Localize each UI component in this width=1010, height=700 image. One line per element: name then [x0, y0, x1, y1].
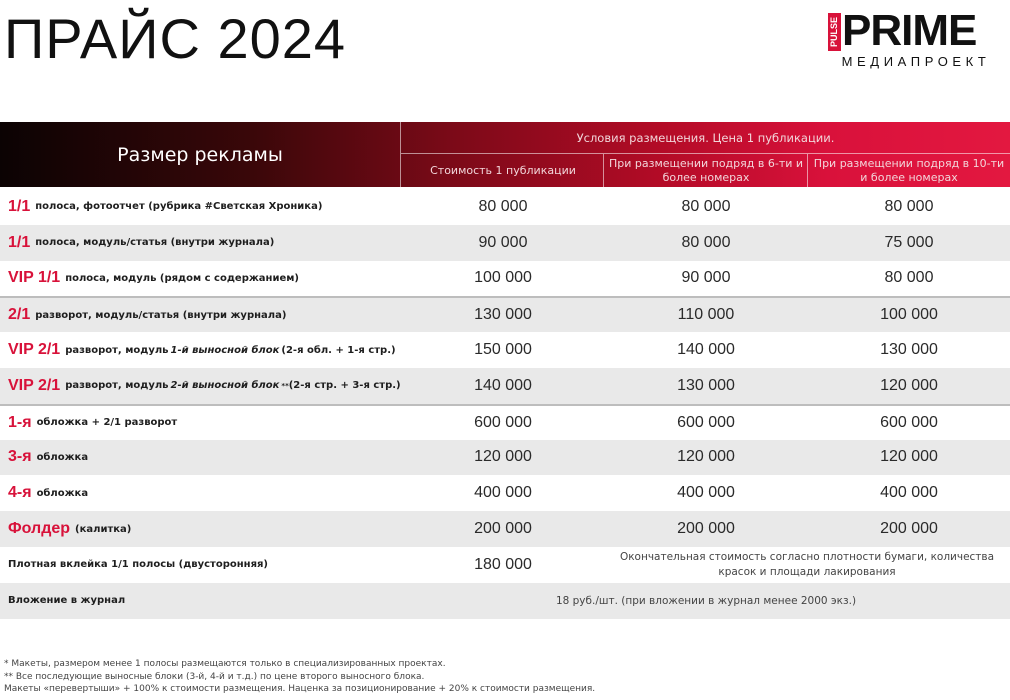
row-label — [8, 298, 286, 332]
row-size: 1/1 — [8, 233, 31, 251]
header-size-label: Размер рекламы — [117, 143, 283, 166]
row-size: 2/1 — [8, 306, 31, 324]
table-row — [0, 261, 1010, 297]
price-6: 80 000 — [681, 233, 731, 251]
table-row — [0, 547, 1010, 583]
table-row — [0, 332, 1010, 368]
table-row — [0, 583, 1010, 619]
price-single: 80 000 — [478, 197, 528, 215]
price-6: 140 000 — [677, 341, 735, 359]
row-description-emphasis: 2-й выносной блок — [170, 380, 280, 392]
row-label — [8, 189, 322, 225]
header-col-single: Стоимость 1 публикации — [430, 163, 576, 177]
row-size: Фолдер — [8, 520, 71, 538]
row-description-emphasis: 1-й выносной блок — [170, 344, 280, 356]
price-single: 140 000 — [474, 376, 532, 394]
row-description: полоса, модуль/статья (внутри журнала) — [35, 237, 275, 249]
row-description: Плотная вклейка 1/1 полосы (двусторонняя) — [8, 559, 268, 571]
price-table-body — [0, 189, 1010, 619]
row-size: VIP 2/1 — [8, 376, 61, 394]
price-6: 200 000 — [677, 520, 735, 538]
footnote-mark: ** — [281, 381, 289, 390]
price-10: 80 000 — [884, 269, 934, 287]
price-single: 100 000 — [474, 269, 532, 287]
header-conditions: Условия размещения. Цена 1 публикации. — [576, 130, 835, 145]
row-description: разворот, модуль — [65, 380, 169, 392]
price-note: Окончательная стоимость согласно плотности бумаги, количества красок и площади лакирования — [619, 550, 995, 578]
price-10: 100 000 — [880, 306, 938, 324]
price-6: 120 000 — [677, 448, 735, 466]
logo-media-text: МЕДИАПРОЕКТ — [841, 54, 991, 69]
row-label — [8, 225, 274, 261]
header-col-10: При размещении подряд в 10-ти и более номерах — [813, 156, 1005, 184]
row-description: обложка — [36, 487, 89, 499]
price-single: 90 000 — [478, 233, 528, 251]
table-row — [0, 404, 1010, 440]
logo-pulse-tag: PULSE — [828, 13, 841, 51]
row-size: 1/1 — [8, 197, 31, 215]
price-10: 400 000 — [880, 484, 938, 502]
logo-prime-text: PRIME — [842, 6, 977, 55]
row-size: 3-я — [8, 448, 32, 466]
row-description: (калитка) — [75, 523, 132, 535]
price-6: 130 000 — [677, 376, 735, 394]
price-10: 600 000 — [880, 413, 938, 431]
table-row — [0, 225, 1010, 261]
page-title: ПРАЙС 2024 — [4, 7, 347, 70]
row-label — [8, 261, 299, 297]
header-divider — [807, 154, 808, 187]
price-single: 180 000 — [474, 555, 532, 573]
price-10: 120 000 — [880, 448, 938, 466]
row-label — [8, 332, 396, 368]
footnote: ** Все последующие выносные блоки (3-й, 4-й и т.д.) по цене второго выносного блока. — [4, 671, 425, 682]
row-description-detail: (2-я стр. + 3-я стр.) — [288, 380, 401, 392]
price-6: 600 000 — [677, 413, 735, 431]
price-single: 600 000 — [474, 413, 532, 431]
price-10: 75 000 — [884, 233, 934, 251]
row-size: VIP 2/1 — [8, 341, 61, 359]
table-row — [0, 511, 1010, 547]
price-6: 400 000 — [677, 484, 735, 502]
row-label — [8, 440, 88, 476]
table-row — [0, 440, 1010, 476]
price-single: 200 000 — [474, 520, 532, 538]
footnotes — [4, 658, 595, 696]
price-10: 80 000 — [884, 197, 934, 215]
price-10: 200 000 — [880, 520, 938, 538]
row-description: полоса, фотоотчет (рубрика #Светская Хроника) — [35, 201, 323, 213]
row-label — [8, 475, 88, 511]
price-table-header — [0, 122, 1010, 187]
row-description-detail: (2-я обл. + 1-я стр.) — [281, 344, 396, 356]
row-description: разворот, модуль/статья (внутри журнала) — [35, 309, 287, 321]
row-label — [8, 547, 268, 583]
footnote: Макеты «перевертыши» + 100% к стоимости размещения. Наценка за позиционирование + 20% к стоимости размещения. — [4, 684, 596, 694]
row-label — [8, 406, 177, 440]
row-label — [8, 583, 125, 619]
row-description: Вложение в журнал — [8, 595, 126, 607]
price-single: 120 000 — [474, 448, 532, 466]
price-10: 130 000 — [880, 341, 938, 359]
price-10: 120 000 — [880, 376, 938, 394]
row-size: 1-я — [8, 413, 32, 431]
table-row — [0, 189, 1010, 225]
footnote: * Макеты, размером менее 1 полосы размещаются только в специализированных проектах. — [4, 659, 446, 669]
price-note: 18 руб./шт. (при вложении в журнал менее 2000 экз.) — [555, 594, 857, 607]
header-col-6: При размещении подряд в 6-ти и более номерах — [608, 156, 804, 184]
price-single: 400 000 — [474, 484, 532, 502]
table-row — [0, 296, 1010, 332]
row-label — [8, 511, 131, 547]
price-6: 90 000 — [681, 269, 731, 287]
price-6: 80 000 — [681, 197, 731, 215]
row-description: разворот, модуль — [65, 344, 169, 356]
row-description: обложка — [36, 451, 89, 463]
price-single: 150 000 — [474, 341, 532, 359]
table-row — [0, 368, 1010, 404]
row-size: VIP 1/1 — [8, 269, 61, 287]
prime-logo — [828, 6, 1004, 74]
row-description: обложка + 2/1 разворот — [36, 417, 178, 429]
price-single: 130 000 — [474, 306, 532, 324]
header-divider — [603, 154, 604, 187]
row-size: 4-я — [8, 484, 32, 502]
price-6: 110 000 — [677, 306, 735, 324]
table-row — [0, 475, 1010, 511]
row-label — [8, 368, 401, 404]
row-description: полоса, модуль (рядом с содержанием) — [65, 272, 300, 284]
